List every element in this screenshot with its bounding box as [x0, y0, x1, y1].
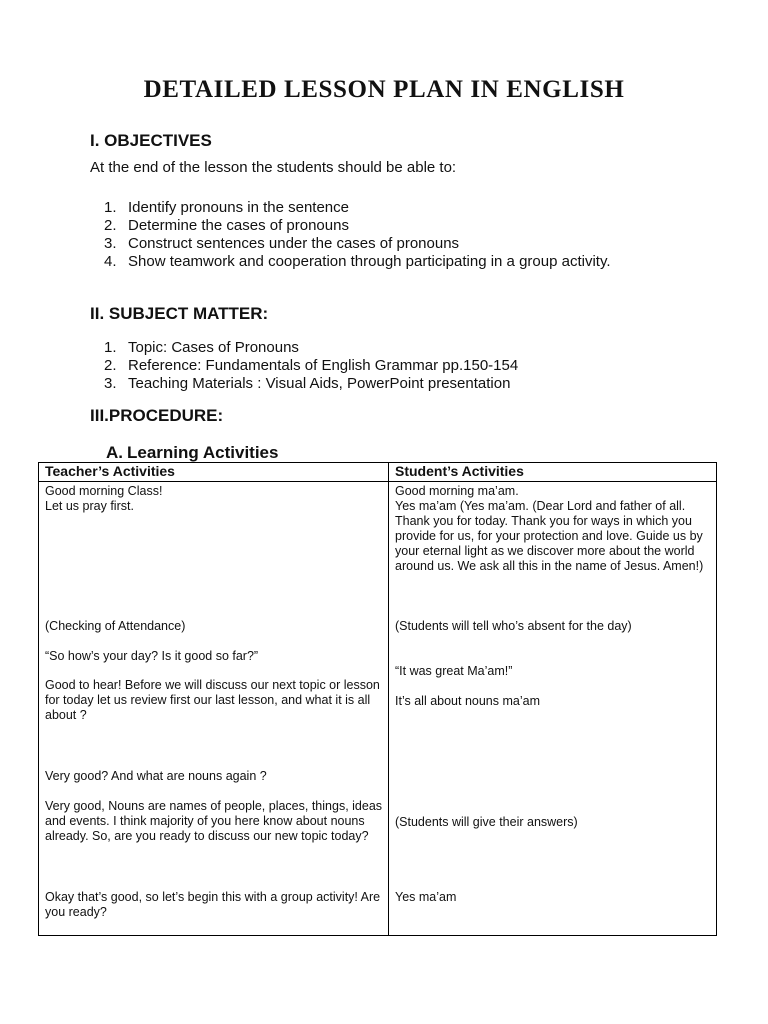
document-title: DETAILED LESSON PLAN IN ENGLISH: [143, 76, 625, 103]
objective-item: 2. Determine the cases of pronouns: [104, 217, 349, 234]
student-entry: Good morning ma’am. Yes ma’am (Yes ma’am. (Dear Lord and father of all. Thank you for today. Thank you for ways in which you provide for us, for your protection and love. Guide us by your eternal light as we discover more about the world around us. We ask all this in the name of Jesus. Amen!): [395, 484, 704, 573]
objectives-list: [92, 199, 652, 271]
subheading-text: Learning Activities: [127, 443, 279, 462]
student-activities-cell: [389, 482, 717, 936]
teacher-activities-header: Teacher’s Activities: [39, 463, 389, 482]
subject-matter-heading: II. SUBJECT MATTER:: [90, 304, 269, 323]
procedure-heading: III.PROCEDURE:: [90, 406, 224, 425]
teacher-activities-cell: [39, 482, 389, 936]
objectives-intro: At the end of the lesson the students should be able to:: [90, 159, 457, 176]
activities-table: [38, 462, 717, 936]
student-entry: “It was great Ma’am!”: [395, 664, 513, 678]
objective-item: 3. Construct sentences under the cases of pronouns: [104, 235, 460, 252]
objectives-heading: I. OBJECTIVES: [90, 131, 212, 150]
teacher-entry: Good to hear! Before we will discuss our next topic or lesson for today let us review first our last lesson, and what it is all about ?: [45, 678, 380, 722]
teacher-entry: Okay that’s good, so let’s begin this with a group activity! Are you ready?: [45, 890, 381, 919]
subject-matter-list: [92, 339, 692, 393]
student-entry: (Students will tell who’s absent for the day): [395, 619, 632, 633]
teacher-entry: Very good? And what are nouns again ?: [45, 769, 267, 783]
subject-matter-item: 1. Topic: Cases of Pronouns: [104, 339, 299, 356]
objective-item: 4. Show teamwork and cooperation through participating in a group activity.: [104, 253, 611, 270]
subheading-letter: A.: [106, 443, 123, 462]
teacher-entry: (Checking of Attendance): [45, 619, 186, 633]
subject-matter-item: 2. Reference: Fundamentals of English Grammar pp.150-154: [104, 357, 519, 374]
subject-matter-item: 3. Teaching Materials : Visual Aids, PowerPoint presentation: [104, 375, 511, 392]
teacher-entry: Good morning Class! Let us pray first.: [45, 484, 163, 513]
student-activities-header: Student’s Activities: [389, 463, 717, 482]
teacher-entry: “So how’s your day? Is it good so far?”: [45, 649, 259, 663]
student-entry: It’s all about nouns ma’am: [395, 694, 540, 708]
student-entry: (Students will give their answers): [395, 815, 578, 829]
student-entry: Yes ma’am: [395, 890, 457, 904]
learning-activities-heading: [106, 443, 278, 463]
objective-item: 1. Identify pronouns in the sentence: [104, 199, 349, 216]
teacher-entry: Very good, Nouns are names of people, places, things, ideas and events. I think majority of you here know about nouns already. So, are you ready to discuss our new topic today?: [45, 799, 383, 843]
